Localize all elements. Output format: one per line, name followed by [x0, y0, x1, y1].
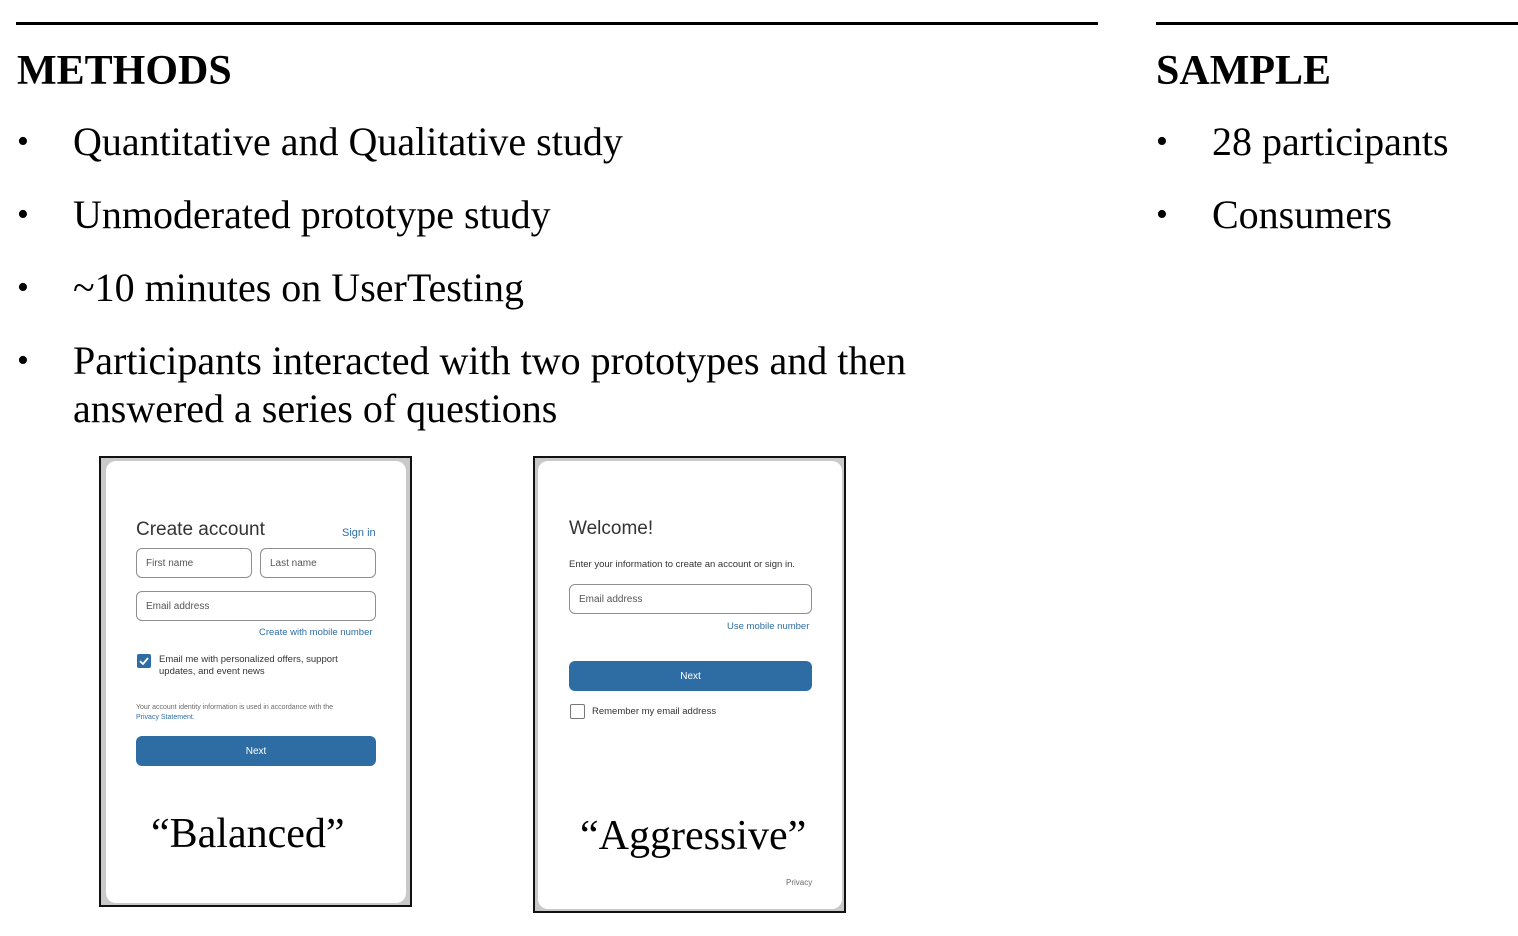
- remember-checkbox-label: Remember my email address: [592, 706, 717, 717]
- welcome-heading: Welcome!: [569, 518, 654, 539]
- prototype-aggressive: [533, 456, 846, 913]
- email-field[interactable]: Email address: [136, 591, 376, 621]
- list-item: • Quantitative and Qualitative study: [17, 118, 1017, 166]
- next-button[interactable]: Next: [136, 736, 376, 766]
- list-item: • Unmoderated prototype study: [17, 191, 1017, 239]
- welcome-subtitle: Enter your information to create an account or sign in.: [569, 559, 796, 570]
- first-name-field[interactable]: First name: [136, 548, 252, 578]
- balanced-caption: “Balanced”: [151, 811, 345, 857]
- aggressive-caption: “Aggressive”: [580, 813, 807, 859]
- next-button[interactable]: Next: [569, 661, 812, 691]
- list-item: • Consumers: [1156, 191, 1516, 239]
- sample-list: [1156, 118, 1516, 264]
- prototype-balanced: [99, 456, 412, 907]
- create-with-mobile-link[interactable]: Create with mobile number: [259, 627, 373, 638]
- sample-title: SAMPLE: [1156, 48, 1332, 94]
- account-disclaimer: [136, 703, 376, 723]
- checkmark-icon: [137, 654, 151, 668]
- prototype-screen: [538, 461, 842, 909]
- last-name-field[interactable]: Last name: [260, 548, 376, 578]
- create-account-heading: Create account: [136, 519, 265, 540]
- offers-checkbox[interactable]: [137, 654, 151, 668]
- sign-in-link[interactable]: Sign in: [342, 527, 376, 539]
- methods-rule: [16, 22, 1098, 25]
- privacy-link[interactable]: Privacy: [786, 878, 813, 887]
- disclaimer-text: Your account identity information is used in accordance with the: [136, 704, 334, 711]
- email-field[interactable]: Email address: [569, 584, 812, 614]
- list-item: • Participants interacted with two prototypes and then answered a series of questions: [17, 337, 1017, 433]
- privacy-statement-link[interactable]: Privacy Statement.: [136, 714, 195, 721]
- use-mobile-number-link[interactable]: Use mobile number: [727, 621, 810, 632]
- methods-title: METHODS: [17, 48, 232, 94]
- offers-checkbox-label: Email me with personalized offers, support updates, and event news: [159, 654, 338, 677]
- remember-checkbox[interactable]: [570, 704, 585, 719]
- prototype-screen: [106, 461, 406, 903]
- sample-rule: [1156, 22, 1518, 25]
- list-item: • ~10 minutes on UserTesting: [17, 264, 1017, 312]
- list-item: • 28 participants: [1156, 118, 1516, 166]
- methods-list: [17, 118, 1017, 458]
